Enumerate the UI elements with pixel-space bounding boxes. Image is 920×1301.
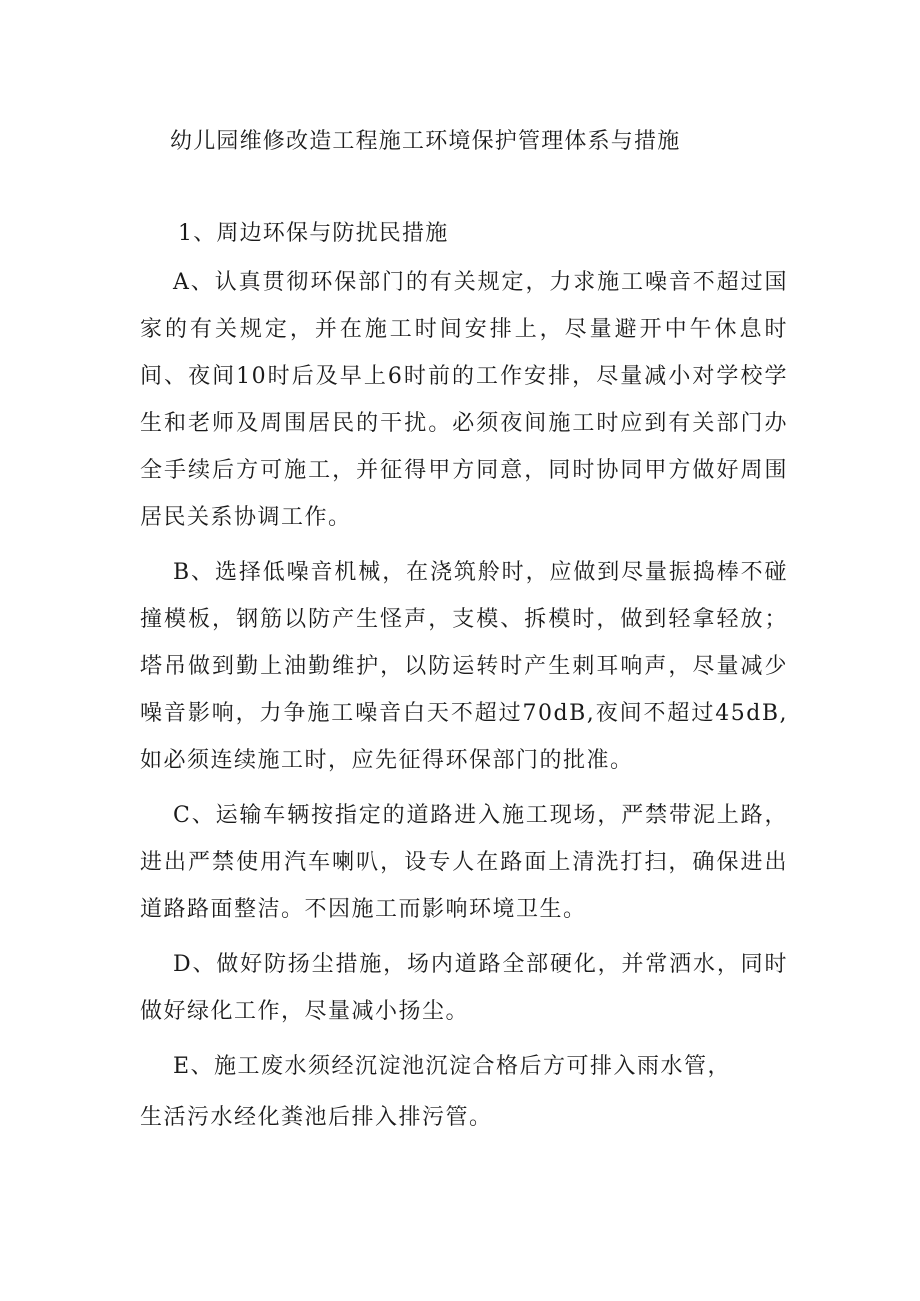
section-heading: 1、周边环保与防扰民措施 bbox=[178, 221, 449, 246]
document-title: 幼儿园维修改造工程施工环境保护管理体系与措施 bbox=[170, 129, 681, 154]
paragraph-d: D、做好防扬尘措施，场内道路全部硬化，并常洒水，同时做好绿化工作，尽量减小扬尘。 bbox=[140, 952, 788, 1024]
paragraph-e-continued: 生活污水经化粪池后排入排污管。 bbox=[140, 1105, 493, 1130]
paragraph-e: E、施工废水须经沉淀池沉淀合格后方可排入雨水管， bbox=[173, 1054, 732, 1079]
paragraph-c: C、运输车辆按指定的道路进入施工现场，严禁带泥上路，进出严禁使用汽车喇叭，设专人在路面上清洗打扫，确保进出道路路面整洁。不因施工而影响环境卫生。 bbox=[140, 803, 788, 922]
document-body bbox=[140, 259, 788, 1149]
paragraph-a: A、认真贯彻环保部门的有关规定，力求施工噪音不超过国家的有关规定，并在施工时间安排上，尽量避开中午休息时间、夜间10时后及早上6时前的工作安排，尽量减小对学校学生和老师及周围居民的干扰。必须夜间施工时应到有关部门办全手续后方可施工，并征得甲方同意，同时协同甲方做好周围居民关系协调工作。 bbox=[140, 270, 788, 530]
paragraph-b: B、选择低噪音机械，在浇筑舲时，应做到尽量振捣棒不碰撞模板，钢筋以防产生怪声，支模、拆模时，做到轻拿轻放；塔吊做到勤上油勤维护，以防运转时产生刺耳响声，尽量减少噪音影响，力争施工噪音白天不超过70dB,夜间不超过45dB,如必须连续施工时，应先征得环保部门的批准。 bbox=[140, 560, 788, 773]
